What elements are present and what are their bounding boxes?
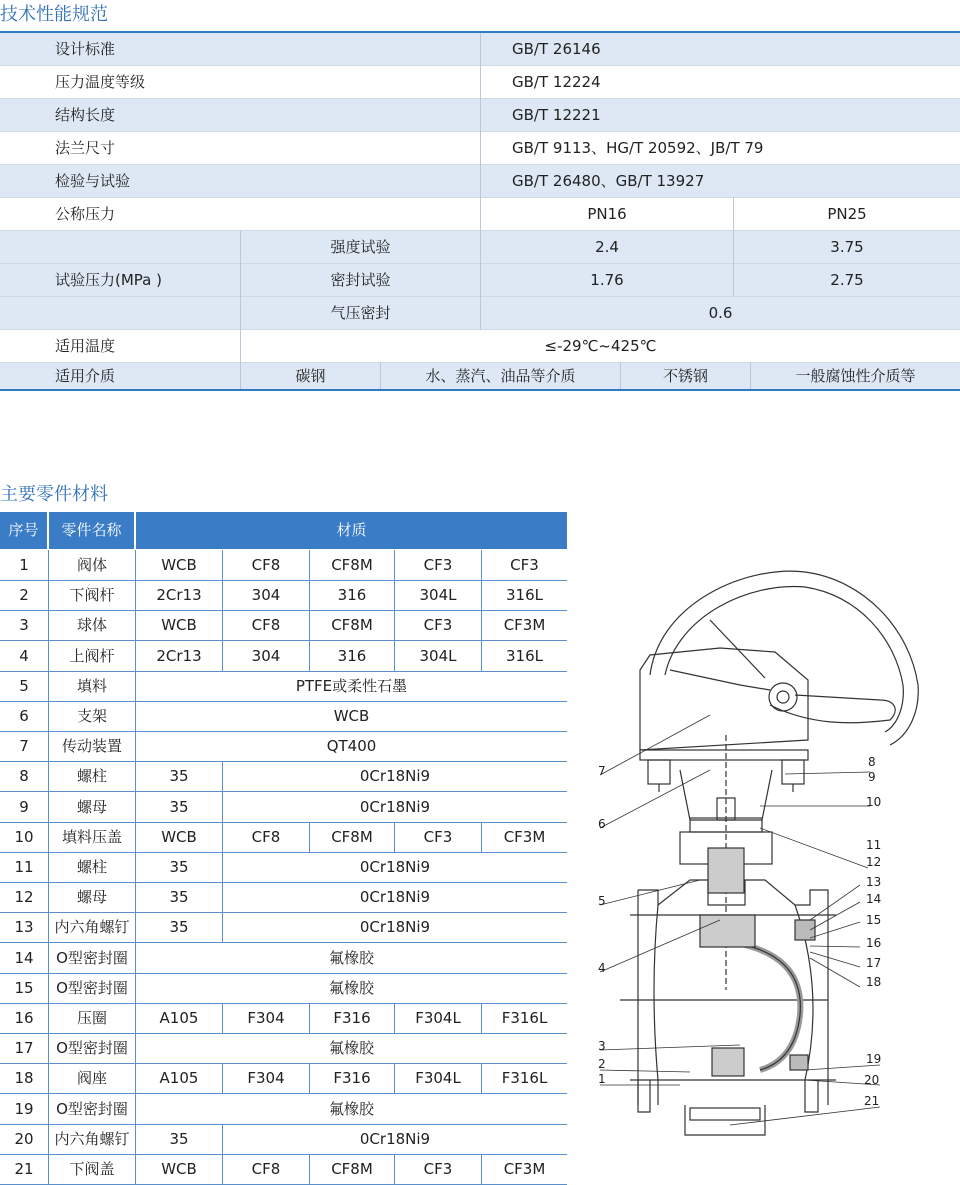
divider (48, 1003, 49, 1033)
spec-label: 设计标准 (55, 40, 116, 58)
table-row (0, 761, 567, 792)
divider (135, 912, 136, 942)
material-cell: F304L (415, 1009, 461, 1027)
divider (394, 1154, 395, 1184)
spec-label: 压力温度等级 (55, 73, 146, 91)
divider (309, 641, 310, 671)
part-name: O型密封圈 (56, 948, 128, 967)
divider (222, 852, 223, 882)
divider (48, 1033, 49, 1063)
spec-label: 结构长度 (55, 106, 116, 124)
spec-value: GB/T 9113、HG/T 20592、JB/T 79 (512, 139, 764, 157)
material-cell: CF8 (251, 1160, 281, 1178)
table-row (0, 550, 567, 581)
part-number: 5 (19, 676, 29, 695)
diagram-label: 12 (866, 855, 882, 869)
divider (48, 792, 49, 822)
divider (481, 550, 482, 580)
material-cell: WCB (161, 1160, 197, 1178)
divider (135, 580, 136, 610)
part-name: 内六角螺钉 (54, 1129, 130, 1148)
material-cell: CF8M (331, 827, 373, 846)
diagram-label: 20 (864, 1073, 880, 1087)
divider (135, 1094, 136, 1124)
gearbox-body (640, 648, 808, 750)
material-cell: 氟橡胶 (328, 1039, 374, 1058)
part-name: O型密封圈 (56, 1039, 128, 1058)
spec-value: PN16 (587, 205, 627, 223)
material-cell: 0Cr18Ni9 (359, 797, 431, 816)
spec-value: 3.75 (830, 238, 864, 256)
spec-value: GB/T 26480、GB/T 13927 (512, 172, 705, 190)
part-number: 8 (19, 767, 29, 786)
part-number: 11 (14, 858, 34, 876)
divider (135, 943, 136, 973)
part-name: 阀体 (76, 556, 107, 574)
divider (135, 641, 136, 671)
table-row (0, 701, 567, 732)
spec-label: 试验压力(MPa ) (55, 271, 162, 289)
divider (48, 1063, 49, 1093)
section-title-performance: 技术性能规范 (0, 4, 108, 25)
diagram-label: 13 (866, 875, 882, 889)
divider (481, 822, 482, 852)
performance-spec-table (0, 31, 960, 391)
material-cell: F316L (501, 1069, 548, 1088)
part-number: 17 (14, 1039, 34, 1058)
part-number: 20 (14, 1129, 34, 1148)
material-cell: 304 (251, 646, 281, 665)
material-cell: 35 (169, 1129, 189, 1148)
diagram-label: 3 (598, 1039, 606, 1053)
divider (240, 231, 241, 390)
spec-label: 法兰尺寸 (55, 139, 116, 157)
table-row (0, 912, 567, 943)
part-name: 下阀杆 (69, 586, 115, 605)
material-cell: 0Cr18Ni9 (359, 767, 431, 786)
divider (48, 1094, 49, 1124)
ball-valve-section-diagram (590, 560, 950, 1145)
divider (48, 731, 49, 761)
divider (48, 580, 49, 610)
spec-label: 适用温度 (55, 337, 116, 355)
material-cell: CF3 (423, 827, 453, 846)
divider (309, 550, 310, 580)
material-cell: QT400 (326, 737, 377, 756)
material-cell: CF8 (251, 827, 281, 846)
material-cell: WCB (333, 707, 370, 725)
material-cell: 316L (506, 646, 543, 665)
diagram-label: 5 (598, 894, 606, 908)
divider (222, 761, 223, 791)
divider (135, 822, 136, 852)
table-row (0, 580, 567, 611)
part-number: 12 (14, 888, 34, 907)
material-cell: CF3 (423, 1160, 453, 1178)
divider (481, 610, 482, 640)
divider (394, 550, 395, 580)
material-cell: 2Cr13 (156, 646, 202, 665)
divider (48, 550, 49, 580)
material-cell: CF8M (331, 616, 373, 635)
divider (222, 822, 223, 852)
table-row (0, 671, 567, 702)
table-row (0, 943, 567, 974)
part-name: 球体 (76, 616, 107, 635)
divider (222, 1124, 223, 1154)
table-bottom-border (0, 389, 960, 391)
part-number: 3 (19, 616, 29, 635)
divider (222, 1154, 223, 1184)
divider (222, 1003, 223, 1033)
divider (481, 641, 482, 671)
divider (222, 580, 223, 610)
spec-label: 强度试验 (330, 238, 391, 256)
diagram-label: 17 (866, 956, 882, 970)
divider (135, 701, 136, 731)
spec-value: ≤-29℃~425℃ (544, 337, 657, 355)
part-number: 9 (19, 797, 29, 816)
part-number: 7 (19, 737, 29, 756)
part-number: 1 (19, 556, 29, 574)
diagram-label: 2 (598, 1057, 606, 1071)
material-cell: PTFE或柔性石墨 (295, 676, 408, 695)
material-cell: 35 (169, 918, 189, 937)
part-number: 10 (14, 827, 34, 846)
material-cell: WCB (161, 556, 197, 574)
part-number: 2 (19, 586, 29, 605)
material-cell: A105 (159, 1009, 199, 1027)
divider (135, 1124, 136, 1154)
spec-label: 检验与试验 (55, 172, 131, 190)
divider (309, 1063, 310, 1093)
spec-label: 气压密封 (330, 304, 391, 322)
divider (309, 822, 310, 852)
divider (481, 1154, 482, 1184)
table-row (0, 1154, 567, 1185)
divider (135, 731, 136, 761)
divider (135, 550, 136, 580)
material-cell: F316 (333, 1069, 371, 1088)
diagram-label: 19 (866, 1052, 882, 1066)
diagram-label: 16 (866, 936, 882, 950)
table-row (0, 731, 567, 762)
part-name: 内六角螺钉 (54, 918, 130, 937)
diagram-label: 11 (866, 838, 882, 852)
divider (394, 1063, 395, 1093)
divider (135, 1033, 136, 1063)
part-number: 21 (14, 1160, 34, 1178)
part-number: 14 (14, 948, 34, 967)
spec-value: 2.4 (595, 238, 619, 256)
divider (222, 882, 223, 912)
material-cell: 316 (337, 586, 367, 605)
part-name: 支架 (76, 707, 107, 725)
part-name: O型密封圈 (56, 978, 128, 997)
diagram-label: 6 (598, 817, 606, 831)
material-cell: F304L (415, 1069, 461, 1088)
diagram-label: 18 (866, 975, 882, 989)
handwheel-rim (650, 571, 918, 745)
table-row (0, 1063, 567, 1094)
spec-value: 水、蒸汽、油品等介质 (425, 367, 576, 385)
part-name: 螺母 (76, 888, 107, 907)
divider (309, 1003, 310, 1033)
header-no: 序号 (0, 512, 47, 549)
table-row (0, 1094, 567, 1125)
material-cell: F304 (247, 1069, 285, 1088)
material-cell: CF3M (503, 827, 546, 846)
divider (48, 912, 49, 942)
material-cell: 2Cr13 (156, 586, 202, 605)
divider (48, 943, 49, 973)
divider (48, 671, 49, 701)
divider (750, 363, 751, 390)
divider (135, 761, 136, 791)
divider (222, 1063, 223, 1093)
divider (380, 363, 381, 390)
table-row (0, 882, 567, 913)
material-cell: 35 (169, 767, 189, 786)
part-number: 6 (19, 707, 29, 725)
spec-value: GB/T 26146 (512, 40, 601, 58)
material-cell: CF8M (331, 556, 373, 574)
material-cell: CF3M (503, 1160, 546, 1178)
divider (309, 610, 310, 640)
header-material: 材质 (136, 512, 567, 549)
spec-label: 公称压力 (55, 205, 116, 223)
material-cell: 35 (169, 797, 189, 816)
divider (135, 671, 136, 701)
table-row (0, 330, 960, 363)
divider (733, 198, 734, 297)
divider (394, 610, 395, 640)
table-row (0, 363, 960, 391)
part-number: 16 (14, 1009, 34, 1027)
divider (222, 610, 223, 640)
part-number: 18 (14, 1069, 34, 1088)
part-number: 19 (14, 1099, 34, 1118)
material-cell: 0Cr18Ni9 (359, 858, 431, 876)
divider (309, 1154, 310, 1184)
diagram-label: 1 (598, 1072, 606, 1086)
divider (620, 363, 621, 390)
table-row (0, 610, 567, 641)
diagram-label: 7 (598, 764, 606, 778)
divider (222, 792, 223, 822)
material-cell: CF8M (331, 1160, 373, 1178)
divider (48, 761, 49, 791)
material-cell: 316 (337, 646, 367, 665)
spec-value: 0.6 (708, 304, 733, 322)
divider (48, 701, 49, 731)
table-row (0, 1003, 567, 1034)
diagram-label: 9 (868, 770, 876, 784)
table-row (0, 792, 567, 823)
part-number: 15 (14, 978, 34, 997)
part-name: 螺母 (76, 797, 107, 816)
material-cell: 0Cr18Ni9 (359, 888, 431, 907)
divider (309, 580, 310, 610)
divider (135, 1063, 136, 1093)
section-title-parts: 主要零件材料 (0, 484, 108, 505)
part-name: 上阀杆 (69, 646, 115, 665)
material-cell: CF3 (423, 556, 453, 574)
material-cell: 0Cr18Ni9 (359, 1129, 431, 1148)
table-row (0, 641, 567, 672)
spec-value: 一般腐蚀性介质等 (795, 367, 916, 385)
diagram-label: 10 (866, 795, 882, 809)
material-cell: 304 (251, 586, 281, 605)
spec-value: 1.76 (590, 271, 624, 289)
divider (48, 973, 49, 1003)
table-row (0, 1124, 567, 1155)
part-name: O型密封圈 (56, 1099, 128, 1118)
part-name: 下阀盖 (69, 1160, 115, 1178)
table-row (0, 852, 567, 883)
divider (222, 641, 223, 671)
divider (48, 1124, 49, 1154)
part-name: 阀座 (76, 1069, 107, 1088)
header-name: 零件名称 (49, 512, 134, 549)
material-cell: WCB (161, 827, 197, 846)
material-cell: 氟橡胶 (328, 1099, 374, 1118)
divider (48, 822, 49, 852)
divider (135, 610, 136, 640)
material-cell: 35 (169, 858, 189, 876)
divider (480, 33, 481, 330)
divider (394, 641, 395, 671)
divider (222, 912, 223, 942)
spec-label: 适用介质 (55, 367, 116, 385)
part-number: 13 (14, 918, 34, 937)
divider (48, 641, 49, 671)
material-cell: 0Cr18Ni9 (359, 918, 431, 937)
divider (135, 1154, 136, 1184)
divider (481, 1063, 482, 1093)
material-cell: 氟橡胶 (328, 978, 374, 997)
material-cell: F316L (501, 1009, 548, 1027)
material-cell: CF3 (510, 556, 539, 574)
part-name: 填料压盖 (61, 827, 122, 846)
divider (481, 1003, 482, 1033)
diagram-label: 21 (864, 1094, 880, 1108)
diagram-label: 4 (598, 961, 606, 975)
divider (48, 1154, 49, 1184)
divider (135, 852, 136, 882)
spec-label: 密封试验 (330, 271, 391, 289)
divider (135, 1003, 136, 1033)
material-cell: F316 (333, 1009, 371, 1027)
divider (48, 882, 49, 912)
part-number: 4 (19, 646, 29, 665)
material-cell: 316L (506, 586, 543, 605)
divider (481, 580, 482, 610)
material-cell: 304L (419, 586, 457, 605)
material-cell: A105 (159, 1069, 199, 1088)
material-cell: WCB (161, 616, 197, 635)
material-cell: CF8 (251, 616, 281, 635)
material-cell: 35 (169, 888, 189, 907)
table-row (0, 973, 567, 1004)
divider (135, 882, 136, 912)
divider (135, 973, 136, 1003)
material-cell: CF3M (503, 616, 546, 635)
divider (394, 580, 395, 610)
spec-value: GB/T 12224 (512, 73, 601, 91)
spec-value: 2.75 (830, 271, 864, 289)
divider (48, 610, 49, 640)
spec-value: GB/T 12221 (512, 106, 601, 124)
material-cell: CF8 (251, 556, 281, 574)
material-cell: CF3 (423, 616, 453, 635)
divider (48, 852, 49, 882)
spec-value: 碳钢 (295, 367, 326, 385)
divider (394, 822, 395, 852)
diagram-label: 8 (868, 755, 876, 769)
spec-value: 不锈钢 (662, 367, 708, 385)
table-row (0, 1033, 567, 1064)
divider (394, 1003, 395, 1033)
divider (135, 792, 136, 822)
divider (222, 550, 223, 580)
material-cell: 304L (419, 646, 457, 665)
table-row (0, 822, 567, 853)
part-name: 螺柱 (76, 767, 107, 786)
spec-value: PN25 (827, 205, 867, 223)
material-cell: F304 (247, 1009, 285, 1027)
diagram-label: 14 (866, 892, 882, 906)
part-name: 传动装置 (61, 737, 122, 756)
part-name: 螺柱 (76, 858, 107, 876)
part-name: 填料 (76, 676, 107, 695)
diagram-label: 15 (866, 913, 882, 927)
part-name: 压圈 (76, 1009, 107, 1027)
material-cell: 氟橡胶 (328, 948, 374, 967)
